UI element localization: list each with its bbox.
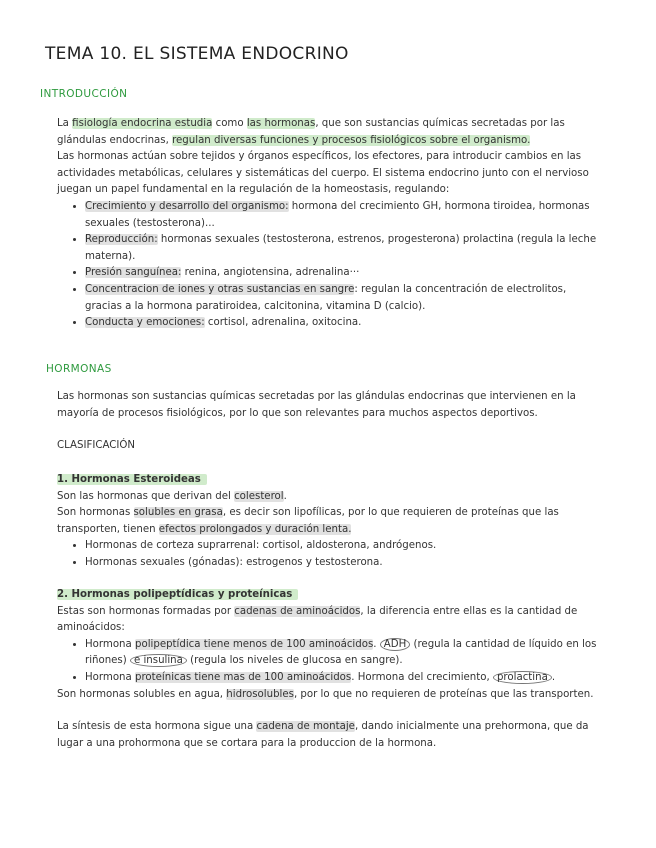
- text: como: [212, 118, 247, 129]
- intro-paragraph-1: [57, 116, 597, 149]
- esteroideas-line-1: [57, 489, 597, 506]
- text: . Hormona del crecimiento,: [351, 671, 493, 683]
- circled-text: e insulina: [130, 654, 187, 667]
- text: Hormona: [85, 671, 135, 683]
- highlight: solubles en grasa: [133, 507, 223, 519]
- highlight: proteínicas tiene mas de 100 aminoácidos: [135, 671, 352, 683]
- item-key: Reproducción:: [85, 234, 158, 246]
- polipeptidicas-line-3: [57, 719, 597, 752]
- intro-block: [57, 116, 597, 332]
- list-item: [85, 199, 597, 232]
- highlight: regulan diversas funciones y procesos fisiológicos sobre el organismo.: [172, 134, 531, 146]
- highlight: polipeptídica tiene menos de 100 aminoácidos: [135, 638, 374, 650]
- circled-text: prolactina: [493, 671, 552, 684]
- highlight: fisiología endocrina estudia: [72, 118, 213, 129]
- item-key: Concentracion de iones y otras sustancias en sangre: [85, 283, 355, 295]
- text: (regula la cantidad de líquido en los riñones): [85, 638, 597, 667]
- intro-paragraph-2: Las hormonas actúan sobre tejidos y órganos específicos, los efectores, para introducir cambios en las actividades metabólicas, celulares y sistemáticas del cuerpo. El sistema endocrino junto con el nervioso juegan un papel fundamental en la regulación de la homeostasis, regulando:: [57, 151, 589, 196]
- text: , es decir son lipofílicas, por lo que requieren de proteínas que las transporten, tienen: [57, 507, 559, 535]
- intro-heading: INTRODUCCIÓN: [40, 88, 128, 100]
- hormonas-intro: [57, 389, 597, 422]
- text: Son las hormonas que derivan del: [57, 490, 235, 502]
- text: Son hormonas solubles en agua,: [57, 688, 227, 700]
- polipeptidicas-heading: [57, 587, 597, 604]
- highlight: colesterol: [234, 490, 284, 502]
- list-item: [85, 637, 597, 670]
- item-key: Crecimiento y desarrollo del organismo:: [85, 200, 289, 212]
- polipeptidicas-list: [57, 637, 597, 687]
- text: Son hormonas: [57, 507, 134, 519]
- list-item: [85, 265, 597, 282]
- text: .: [283, 490, 287, 502]
- text: La síntesis de esta hormona sigue una: [57, 721, 257, 733]
- highlight: las hormonas: [246, 118, 316, 129]
- item-text: : regulan la concentración de electrolitos, gracias a la hormona paratiroidea, calcitonina, vitamina D (calcio).: [85, 283, 567, 312]
- polipeptidicas-line-2: [57, 687, 597, 704]
- text: Hormona: [85, 638, 135, 650]
- item-text: hormona del crecimiento GH, hormona tiroidea, hormonas sexuales (testosterona)...: [85, 200, 590, 229]
- page-title: TEMA 10. EL SISTEMA ENDOCRINO: [45, 44, 349, 64]
- intro-list: [57, 199, 597, 332]
- text: , que son sustancias químicas secretadas por las glándulas endocrinas,: [57, 118, 565, 146]
- text: , por lo que no requieren de proteínas que las transporten.: [293, 688, 594, 700]
- polipeptidicas-block: [57, 587, 597, 752]
- esteroideas-list: [57, 538, 597, 571]
- list-item: [85, 232, 597, 265]
- item-text: renina, angiotensina, adrenalina···: [181, 267, 360, 279]
- hormonas-paragraph: Las hormonas son sustancias químicas secretadas por las glándulas endocrinas que intervienen en la mayoría de procesos fisiológicos, por lo que son relevantes para muchos aspectos deportivos.: [57, 391, 576, 419]
- subheading-text: 2. Hormonas polipeptídicas y proteínicas: [57, 589, 298, 600]
- list-item: [85, 282, 597, 315]
- clasificacion-heading: CLASIFICACIÓN: [57, 440, 135, 451]
- text: .: [373, 638, 380, 650]
- text: Estas son hormonas formadas por: [57, 605, 235, 617]
- item-key: Conducta y emociones:: [85, 317, 205, 329]
- esteroideas-line-2: [57, 505, 597, 538]
- text: (regula los niveles de glucosa en sangre).: [186, 655, 403, 667]
- item-key: Presión sanguínea:: [85, 267, 182, 279]
- highlight: efectos prolongados y duración lenta.: [158, 523, 352, 535]
- item-text: hormonas sexuales (testosterona, estrenos, progesterona) prolactina (regula la leche materna).: [85, 234, 597, 262]
- subheading-text: 1. Hormonas Esteroideas: [57, 474, 207, 485]
- list-item: • Hormonas de corteza suprarrenal: cortisol, aldosterona, andrógenos.: [85, 538, 597, 555]
- list-item: [85, 315, 597, 332]
- highlight: cadena de montaje: [256, 721, 355, 733]
- text: , dando inicialmente una prehormona, que da lugar a una prohormona que se cortara para la produccion de la hormona.: [57, 721, 589, 749]
- text: La: [57, 118, 73, 129]
- circled-text: ADH: [380, 638, 410, 651]
- highlight: cadenas de aminoácidos: [234, 605, 361, 617]
- list-item: • Hormonas sexuales (gónadas): estrogenos y testosterona.: [85, 555, 597, 572]
- text: , la diferencia entre ellas es la cantidad de aminoácidos:: [57, 605, 578, 634]
- esteroideas-heading: [57, 472, 597, 489]
- esteroideas-block: [57, 472, 597, 572]
- polipeptidicas-line-1: [57, 604, 597, 637]
- highlight: hidrosolubles: [226, 688, 294, 700]
- item-text: cortisol, adrenalina, oxitocina.: [204, 317, 362, 329]
- text: .: [551, 671, 556, 683]
- hormonas-heading: HORMONAS: [46, 363, 112, 375]
- list-item: [85, 670, 597, 687]
